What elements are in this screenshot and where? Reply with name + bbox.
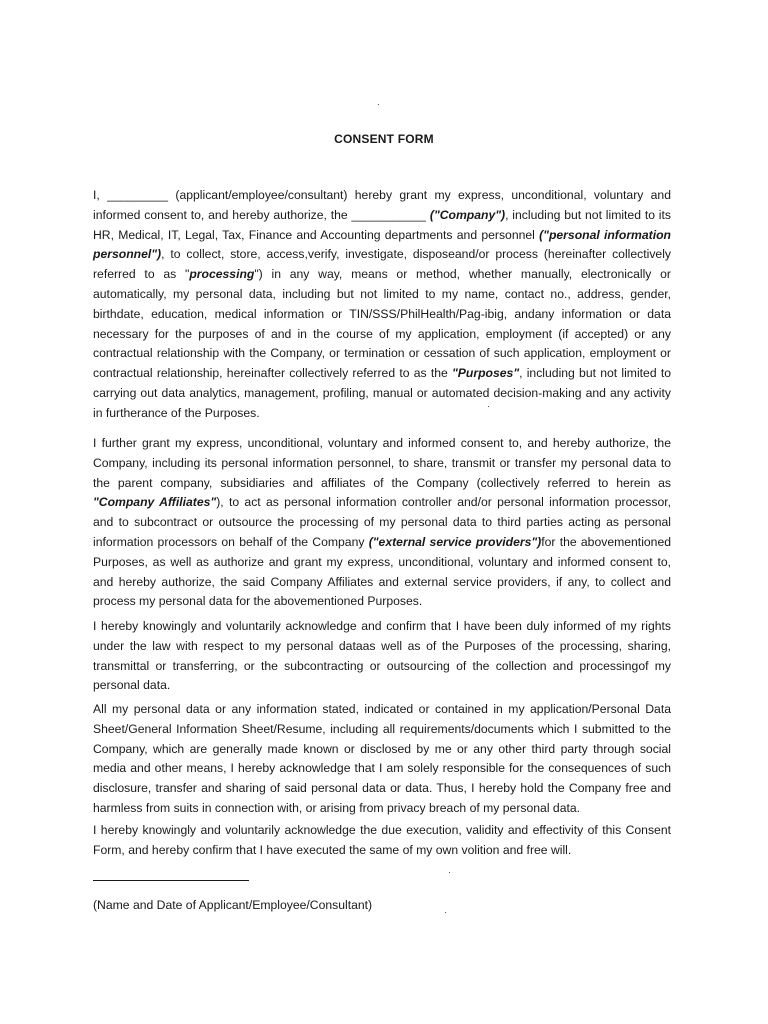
paragraph-consent-grant <box>93 186 671 424</box>
scan-speck <box>449 872 450 873</box>
emphasis-company-affiliates: "Company Affiliates" <box>93 495 217 510</box>
emphasis-external-service-providers: ("external service providers") <box>368 534 542 549</box>
signature-line[interactable] <box>93 880 249 881</box>
text-run: , including but not limited to carrying out data analytics, management, profiling, manual or automated decision-making and any activity in furtherance of the Purposes. <box>93 366 672 420</box>
text-run: for the abovementioned Purposes, as well as authorize and grant my express, unconditional, voluntary and informed consent to, and hereby authorize, the said Company Affiliates and external service providers, if any, to collect and process my personal data for the abovementioned Purposes. <box>93 534 672 609</box>
emphasis-processing: processing <box>189 267 255 282</box>
text-run: , including but not limited to its HR, Medical, IT, Legal, Tax, Finance and Accounting departments and personnel <box>93 207 671 242</box>
text-run: , to collect, store, access,verify, investigate, disposeand/or process (hereinafter collectively referred to as " <box>93 247 671 282</box>
text-run: ") in any way, means or method, whether manually, electronically or automatically, my personal data, including but not limited to my name, contact no., address, gender, birthdate, education, medical information or TIN/SSS/PhilHealth/Pag-ibig, andany information or data necessary for the purposes of and in the course of my application, employment (if accepted) or any contractual relationship with the Company, or termination or cessation of such application, employment or contractual relationship, hereinafter collectively referred to as the <box>93 267 671 381</box>
document-title: CONSENT FORM <box>334 132 434 146</box>
paragraph-disclosure-responsibility: All my personal data or any information stated, indicated or contained in my application/Personal Data Sheet/General Information Sheet/Resume, including all requirements/documents which I submitted to the Company, which are generally made known or disclosed by me or any other third party through social media and other means, I hereby acknowledge that I am solely responsible for the consequences of such disclosure, transfer and sharing of said personal data or data. Thus, I hereby hold the Company free and harmless from suits in connection with, or arising from privacy breach of my personal data. <box>93 702 671 815</box>
scan-speck <box>378 104 379 105</box>
emphasis-personal-information-personnel: ("personal information personnel") <box>93 227 672 262</box>
emphasis-purposes: "Purposes" <box>452 366 520 381</box>
paragraph-sharing-consent <box>93 434 671 612</box>
paragraph-execution-acknowledgement: I hereby knowingly and voluntarily acknowledge the due execution, validity and effectivity of this Consent Form, and hereby confirm that I have executed the same of my own volition and free will. <box>93 823 671 857</box>
paragraph-rights-acknowledgement: I hereby knowingly and voluntarily acknowledge and confirm that I have been duly informed of my rights under the law with respect to my personal dataas well as of the Purposes of the processing, sharing, transmittal or transferring, or the subcontracting or outsourcing of the collection and processingof my personal data. <box>93 619 671 693</box>
text-run: ), to act as personal information controller and/or personal information processor, and to subcontract or outsource the processing of my personal data to third parties acting as personal information processors on behalf of the Company <box>93 495 671 549</box>
scan-speck <box>445 912 446 913</box>
text-run: I, _________ (applicant/employee/consultant) hereby grant my express, unconditional, voluntary and informed consent to, and hereby authorize, the ___________ <box>93 188 671 222</box>
signature-caption: (Name and Date of Applicant/Employee/Consultant) <box>93 898 373 912</box>
text-run: I further grant my express, unconditional, voluntary and informed consent to, and hereby authorize, the Company, including its personal information personnel, to share, transmit or transfer my personal data to the parent company, subsidiaries and affiliates of the Company (collectively referred to herein as <box>93 436 671 490</box>
scan-speck <box>488 406 489 407</box>
emphasis-company: ("Company") <box>429 207 506 222</box>
